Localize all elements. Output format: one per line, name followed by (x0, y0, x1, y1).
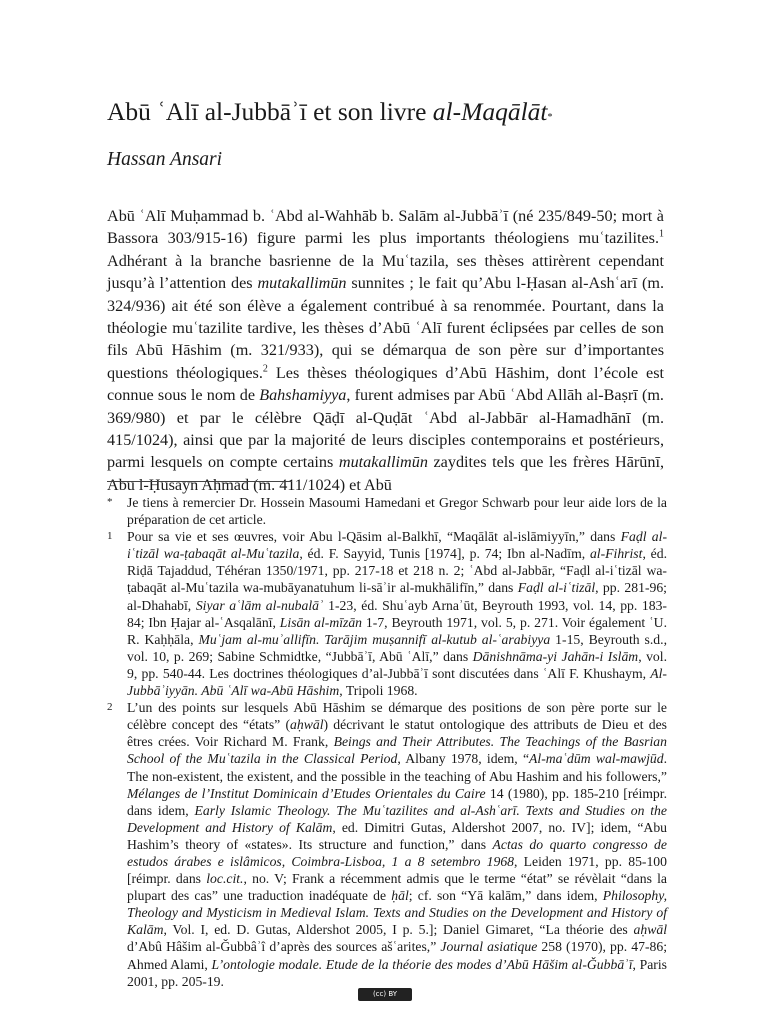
body-text: Les thèses théologiques d’Abū Hāshim, dont l’école est connue sous le nom de (107, 363, 664, 405)
footnote-italic: Muʿjam al-muʾallifīn. Tarājim muṣannifī al-kutub al-ʿarabiyya (198, 631, 551, 647)
footnote-italic: aḥwāl (633, 922, 667, 938)
footnote-mark: * (107, 496, 113, 508)
body-paragraph (107, 205, 664, 496)
footnote-italic: Journal asiatique (440, 939, 538, 955)
footnote-text: L’un des points sur lesquels Abū Hāshim se démarque des positions de son père porte sur le célèbre concept des “états” ( (127, 700, 667, 733)
title-text: Abū ʿAlī al-Jubbāʾī et son livre (107, 97, 433, 126)
footnote-text: 1-23, éd. Shuʿayb Arnaʾūt, Beyrouth 1993, vol. 14, pp. 183-84; Ibn Ḥajar al-ʿAsqalānī, (127, 597, 667, 630)
footnote-italic: Mélanges de l’Institut Dominicain d’Etudes Orientales du Caire (127, 785, 486, 801)
footnote-italic: Early Islamic Theology. The Muʿtazilites and al-Ashʿarī. Texts and Studies on the Development and History of Kalām (127, 802, 667, 835)
footnote-italic: Actas do quarto congresso de estudos árabes e islâmicos, Coimbra-Lisboa, 1 a 8 setembro 1968 (127, 836, 667, 869)
body-italic: mutakallimūn (338, 453, 428, 472)
footnote-mark: 1 (107, 530, 113, 543)
footnote-italic: Lisān al-mīzān (279, 614, 363, 630)
footnote-text: d’Abû Hâšim al-Ǧubbâʾî d’après des sources ašʿarites,” (127, 939, 441, 955)
body-text: , furent admises par Abū ʿAbd Allāh al-Baṣrī (m. 369/980) et par le célèbre Qāḍī al-Quḍāt ʿAbd al-Jabbār al-Hamadhānī (m. 415/1024), ainsi que par la majorité de leurs disciples contemporains et postérieurs, parmi lesquels on compte certains (107, 386, 664, 472)
footnote-text: 1-15, Beyrouth s.d., vol. 10, p. 269; Sabine Schmidtke, “Jubbāʾī, Abū ʿAlī,” dans (127, 631, 667, 664)
footnote-mark: 2 (107, 701, 113, 714)
footnote-italic: Philosophy, Theology and Mysticism in Medieval Islam. Texts and Studies on the Development and History of Kalām (127, 888, 667, 938)
footnote-text: ) décrivant le statut ontologique des attributs de Dieu et des êtres crées. Voir Richard M. Frank, (127, 717, 668, 750)
footnote-text: , Paris 2001, pp. 205-19. (127, 956, 667, 989)
footnote-2 (107, 699, 667, 990)
cc-by-license-icon[interactable]: (cc) BY (358, 988, 412, 1001)
footnote-italic: L’ontologie modale. Etude de la théorie des modes d’Abū Hāšim al-Ǧubbāʾī (211, 956, 633, 972)
article-title (107, 95, 667, 129)
footnote-text: , vol. 9, pp. 540-44. Les doctrines théologiques d’al-Jubbāʾī sont discutées dans ʿAlī F. Khushaym, (127, 648, 667, 681)
footnote-star (107, 494, 667, 528)
body-text: Adhérant à la branche basrienne de la Muʿtazila, ses thèses attirèrent cependant jusqu’à l’attention des (107, 251, 664, 293)
footnote-italic: Al-Jubbāʾiyyān. Abū ʿAlī wa-Abū Hāshim (127, 665, 667, 699)
footnote-text: 258 (1970), pp. 47-86; Ahmed Alami, (127, 939, 668, 972)
author-name: Hassan Ansari (107, 149, 223, 170)
footnote-text: Je tiens à remercier Dr. Hossein Masoumi Hamedani et Gregor Schwarb pour leur aide lors de la préparation de cet article. (127, 495, 667, 528)
footnote-text: , éd. Riḍā Tajaddud, Téhéran 1350/1971, pp. 217-18 et 218 n. 2; ʿAbd al-Jabbār, “Faḍl al-iʿtizāl wa-ṭabaqāt al-Muʿtazila wa-mubāyanatuhum li-sāʾir al-mukhālifīn,” dans (127, 546, 667, 596)
body-italic: Bahshamiyya (259, 386, 347, 405)
footnote-ref-2[interactable]: 2 (262, 363, 268, 375)
footnote-italic: loc.cit. (206, 871, 244, 887)
footnote-text: , no. V; Frank a récemment admis que le terme “état” se révèlait “dans la plupart des cas” une traduction inadéquate de (127, 871, 667, 904)
footnote-text: , Tripoli 1968. (339, 683, 418, 699)
footnote-italic: Beings and Their Attributes. The Teachings of the Basrian School of the Muʿtazila in the Classical Period (127, 734, 667, 767)
body-text: Abū ʿAlī Muḥammad b. ʿAbd al-Wahhāb b. Salām al-Jubbāʾī (né 235/849-50; mort à Bassora 303/915-16) figure parmi les plus importants théologiens muʿtazilites. (107, 207, 664, 248)
footnote-italic: al-Fihrist (589, 546, 643, 562)
footnote-text: Pour sa vie et ses œuvres, voir Abu l-Qāsim al-Balkhī, “Maqālāt al-islāmiyyīn,” dans (127, 529, 621, 545)
footnote-italic: ḥāl (391, 888, 409, 904)
footnote-text: , éd. F. Sayyid, Tunis [1974], p. 74; Ibn al-Nadīm, (299, 546, 590, 562)
title-footnote-mark: * (547, 112, 553, 123)
footnote-text: , ed. Dimitri Gutas, Aldershot 2007, no. IV]; idem, “Abu Hashim’s theory of «states». Its structure and function,” dans (127, 819, 668, 852)
body-italic: mutakallimūn (257, 274, 347, 293)
footnote-italic: Al-maʿdūm wal-mawjūd (529, 751, 664, 767)
body-text: zaydites tels que les frères Hārūnī, Abu l-Ḥusayn Aḥmad (m. 411/1024) et Abū (107, 453, 664, 494)
footnote-italic: Dānishnāma-yi Jahān-i Islām (472, 648, 639, 664)
title-italic: al-Maqālāt (432, 97, 548, 126)
footnote-text: , pp. 281-96; al-Dhahabī, (127, 580, 667, 613)
footnote-italic: aḥwāl (290, 717, 324, 733)
footnote-italic: Faḍl al-iʿtizāl (517, 580, 596, 596)
footnote-text: , Vol. I, ed. D. Gutas, Aldershot 2005, I p. 5.]; Daniel Gimaret, “La théorie des (163, 922, 634, 938)
footnote-ref-1[interactable]: 1 (659, 229, 664, 241)
footnote-text: 14 (1980), pp. 185-210 [réimpr. dans idem, (127, 785, 668, 818)
footnote-italic: Siyar aʿlām al-nubalāʾ (195, 597, 324, 613)
footnote-1 (107, 528, 667, 699)
footnote-text: 1-7, Beyrouth 1971, vol. 5, p. 271. Voir également ʿU. R. Kaḥḥāla, (127, 614, 667, 647)
footnote-italic: Faḍl al-iʿtizāl wa-ṭabaqāt al-Muʿtazila (127, 529, 668, 562)
footnote-text: , Albany 1978, idem, “ (397, 751, 530, 767)
body-text: sunnites ; le fait qu’Abu l-Ḥasan al-Ashʿarī (m. 324/936) ait été son élève a également contribué à sa renommée. Pourtant, dans la théologie muʿtazilite tardive, les thèses d’Abū ʿAlī furent éclipsées par celles de son fils Abū Hāshim (m. 321/933), qui se démarqua de son père sur d’importantes questions théologiques. (107, 274, 664, 382)
footnote-text: ; cf. son “Yā kalām,” dans idem, (408, 888, 603, 904)
footnote-text: , Leiden 1971, pp. 85-100 [réimpr. dans (127, 853, 667, 887)
footnotes (107, 494, 667, 990)
footnote-text: . The non-existent, the existent, and the possible in the teaching of Abu Hashim and his followers,” (127, 751, 668, 784)
footnote-separator (107, 481, 292, 482)
